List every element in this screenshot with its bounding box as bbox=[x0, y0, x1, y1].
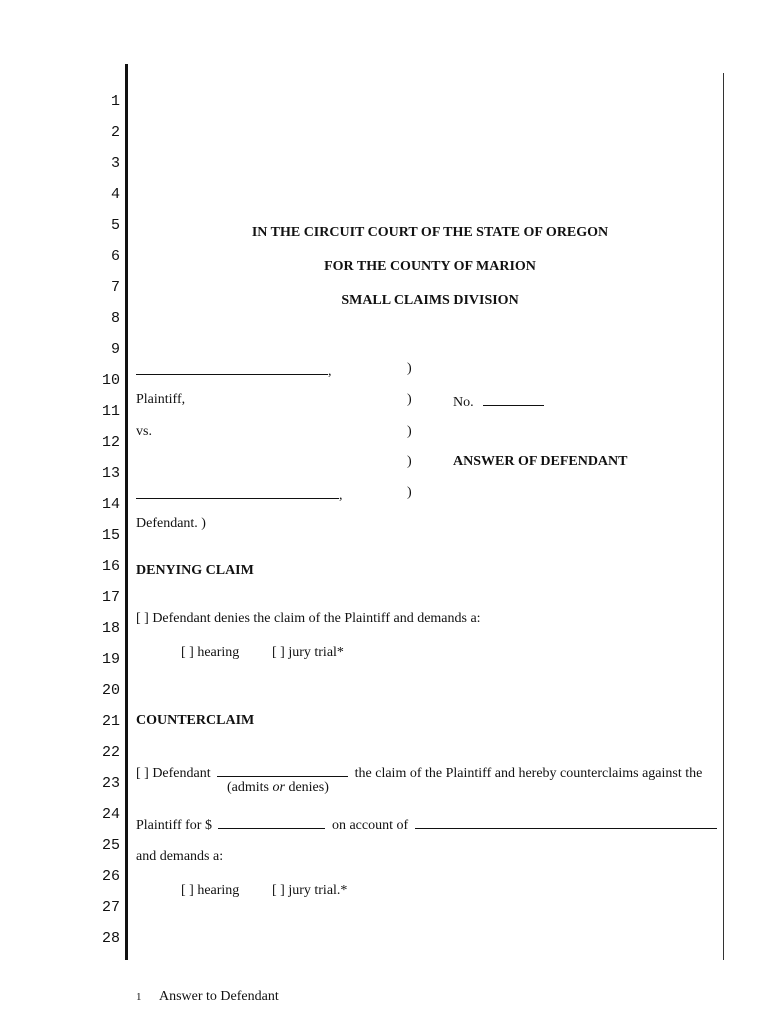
line-number: 27 bbox=[101, 899, 120, 916]
account-description-field[interactable] bbox=[415, 815, 717, 829]
line-number: 14 bbox=[101, 496, 120, 513]
deny-claim-checkbox[interactable]: [ ] Defendant denies the claim of the Plaintiff and demands a: bbox=[136, 611, 481, 626]
line-number: 15 bbox=[101, 527, 120, 544]
counter-jury-trial-checkbox[interactable]: [ ] jury trial.* bbox=[272, 883, 348, 898]
right-margin-rule bbox=[723, 73, 724, 960]
line-number: 22 bbox=[101, 744, 120, 761]
line-number: 17 bbox=[101, 589, 120, 606]
line-number: 26 bbox=[101, 868, 120, 885]
line-number: 24 bbox=[101, 806, 120, 823]
demands-label: and demands a: bbox=[136, 849, 224, 864]
caption-paren: ) bbox=[407, 485, 412, 500]
case-number-field[interactable] bbox=[483, 392, 544, 406]
caption-paren: ) bbox=[407, 361, 412, 376]
left-margin-rule bbox=[125, 64, 128, 960]
counterclaim-heading: COUNTERCLAIM bbox=[136, 713, 255, 728]
line-number: 8 bbox=[110, 310, 120, 327]
denying-claim-heading: DENYING CLAIM bbox=[136, 563, 254, 578]
counterclaim-checkbox[interactable]: [ ] Defendant bbox=[136, 766, 211, 781]
line-number: 5 bbox=[110, 217, 120, 234]
line-number: 23 bbox=[101, 775, 120, 792]
defendant-label: Defendant. ) bbox=[136, 516, 206, 531]
plaintiff-name-field[interactable] bbox=[136, 361, 332, 380]
plaintiff-label: Plaintiff, bbox=[136, 392, 186, 407]
caption-paren: ) bbox=[407, 392, 412, 407]
line-number: 19 bbox=[101, 651, 120, 668]
plaintiff-for-label: Plaintiff for $ bbox=[136, 818, 212, 833]
counterclaim-line bbox=[136, 763, 702, 782]
deny-jury-trial-checkbox[interactable]: [ ] jury trial* bbox=[272, 645, 344, 660]
line-number: 6 bbox=[110, 248, 120, 265]
line-number: 18 bbox=[101, 620, 120, 637]
line-number: 10 bbox=[101, 372, 120, 389]
court-title: IN THE CIRCUIT COURT OF THE STATE OF OREGON bbox=[251, 225, 609, 240]
line-number: 4 bbox=[110, 186, 120, 203]
line-number: 3 bbox=[110, 155, 120, 172]
case-number-label: No. bbox=[453, 395, 474, 410]
on-account-label: on account of bbox=[331, 818, 409, 833]
line-number: 7 bbox=[110, 279, 120, 296]
line-number: 12 bbox=[101, 434, 120, 451]
line-number: 2 bbox=[110, 124, 120, 141]
line-number: 25 bbox=[101, 837, 120, 854]
counter-hearing-checkbox[interactable]: [ ] hearing bbox=[181, 883, 240, 898]
admits-denies-hint: (admits or denies) bbox=[227, 780, 329, 795]
caption-paren: ) bbox=[407, 424, 412, 439]
line-number: 9 bbox=[110, 341, 120, 358]
line-number: 16 bbox=[101, 558, 120, 575]
line-number: 28 bbox=[101, 930, 120, 947]
line-number: 11 bbox=[101, 403, 120, 420]
deny-hearing-checkbox[interactable]: [ ] hearing bbox=[181, 645, 240, 660]
document-title: ANSWER OF DEFENDANT bbox=[453, 454, 628, 469]
amount-field[interactable] bbox=[218, 815, 325, 829]
admits-denies-field[interactable] bbox=[217, 763, 348, 777]
vs-label: vs. bbox=[136, 424, 152, 439]
division-title: SMALL CLAIMS DIVISION bbox=[341, 293, 519, 308]
plaintiff-comma: , bbox=[328, 364, 332, 379]
county-title: FOR THE COUNTY OF MARION bbox=[324, 259, 536, 274]
case-number bbox=[453, 392, 544, 411]
footer-title: Answer to Defendant bbox=[159, 989, 279, 1004]
line-number: 20 bbox=[101, 682, 120, 699]
page-number: 1 bbox=[136, 991, 142, 1003]
line-number: 13 bbox=[101, 465, 120, 482]
counterclaim-text: the claim of the Plaintiff and hereby counterclaims against the bbox=[354, 766, 703, 781]
plaintiff-for-line bbox=[136, 815, 717, 834]
caption-paren: ) bbox=[407, 454, 412, 469]
line-number: 21 bbox=[101, 713, 120, 730]
defendant-comma: , bbox=[339, 488, 343, 503]
defendant-name-field[interactable] bbox=[136, 485, 343, 504]
line-number: 1 bbox=[110, 93, 120, 110]
